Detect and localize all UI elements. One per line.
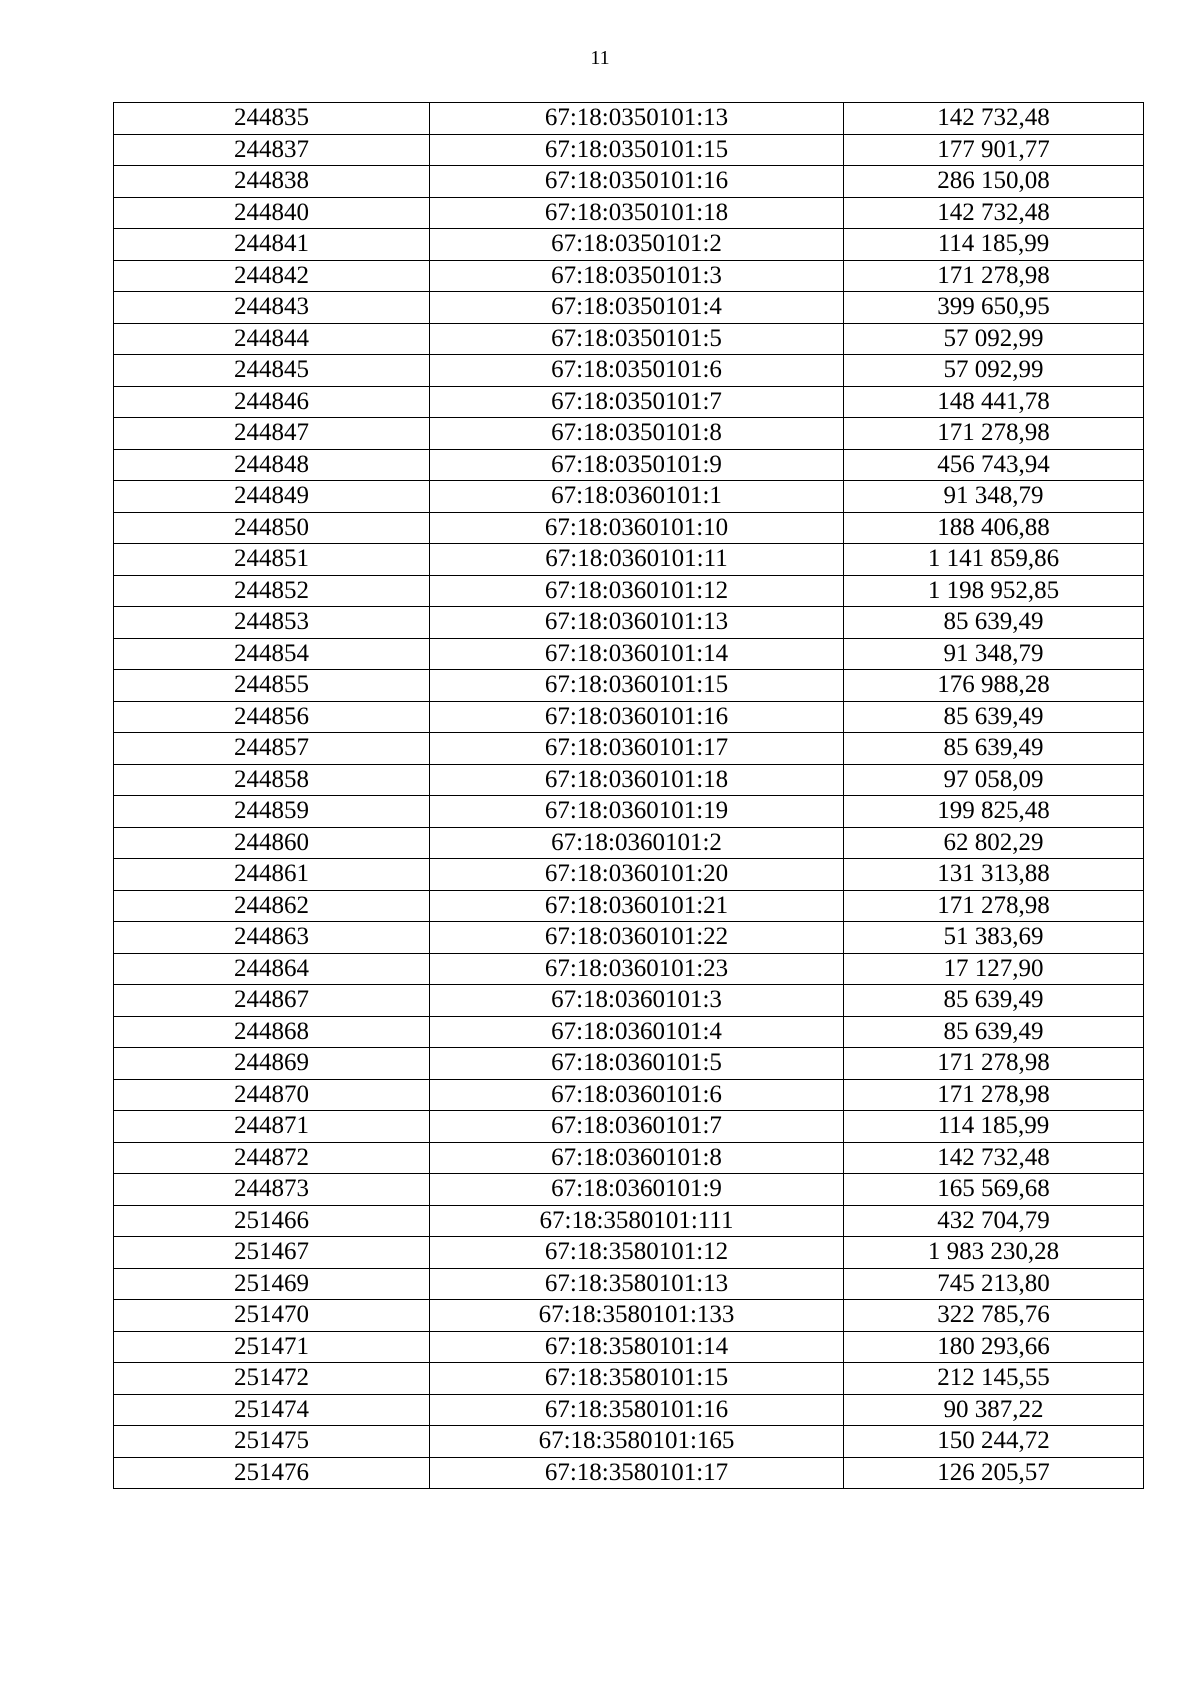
row-id-cell: 251472	[114, 1363, 430, 1395]
cadastral-number-cell: 67:18:0360101:12	[430, 575, 844, 607]
table-row	[114, 1300, 1144, 1332]
value-cell: 177 901,77	[844, 134, 1144, 166]
cadastral-number-cell: 67:18:3580101:14	[430, 1331, 844, 1363]
row-id-cell: 244842	[114, 260, 430, 292]
row-id-cell: 244873	[114, 1174, 430, 1206]
cadastral-number-cell: 67:18:0360101:22	[430, 922, 844, 954]
cadastral-number-cell: 67:18:0360101:13	[430, 607, 844, 639]
table-row	[114, 481, 1144, 513]
table-row	[114, 1331, 1144, 1363]
table-row	[114, 134, 1144, 166]
table-row	[114, 796, 1144, 828]
cadastral-number-cell: 67:18:0360101:16	[430, 701, 844, 733]
cadastral-number-cell: 67:18:3580101:16	[430, 1394, 844, 1426]
value-cell: 165 569,68	[844, 1174, 1144, 1206]
value-cell: 85 639,49	[844, 733, 1144, 765]
cadastral-number-cell: 67:18:0360101:2	[430, 827, 844, 859]
table-row	[114, 827, 1144, 859]
value-cell: 171 278,98	[844, 260, 1144, 292]
row-id-cell: 244848	[114, 449, 430, 481]
table-row	[114, 638, 1144, 670]
row-id-cell: 244843	[114, 292, 430, 324]
row-id-cell: 244872	[114, 1142, 430, 1174]
value-cell: 85 639,49	[844, 1016, 1144, 1048]
cadastral-number-cell: 67:18:0360101:17	[430, 733, 844, 765]
row-id-cell: 244852	[114, 575, 430, 607]
table-row	[114, 890, 1144, 922]
table-row	[114, 166, 1144, 198]
value-cell: 126 205,57	[844, 1457, 1144, 1489]
cadastral-number-cell: 67:18:3580101:111	[430, 1205, 844, 1237]
row-id-cell: 244851	[114, 544, 430, 576]
table-row	[114, 733, 1144, 765]
cadastral-number-cell: 67:18:0350101:6	[430, 355, 844, 387]
table-row	[114, 701, 1144, 733]
row-id-cell: 244850	[114, 512, 430, 544]
table-row	[114, 985, 1144, 1017]
row-id-cell: 251475	[114, 1426, 430, 1458]
cadastral-number-cell: 67:18:0360101:7	[430, 1111, 844, 1143]
cadastral-number-cell: 67:18:0360101:8	[430, 1142, 844, 1174]
cadastral-number-cell: 67:18:0350101:7	[430, 386, 844, 418]
data-table	[113, 102, 1144, 1489]
cadastral-number-cell: 67:18:0350101:4	[430, 292, 844, 324]
row-id-cell: 244859	[114, 796, 430, 828]
value-cell: 176 988,28	[844, 670, 1144, 702]
cadastral-number-cell: 67:18:3580101:133	[430, 1300, 844, 1332]
row-id-cell: 244871	[114, 1111, 430, 1143]
value-cell: 57 092,99	[844, 323, 1144, 355]
value-cell: 171 278,98	[844, 890, 1144, 922]
value-cell: 148 441,78	[844, 386, 1144, 418]
row-id-cell: 251467	[114, 1237, 430, 1269]
value-cell: 745 213,80	[844, 1268, 1144, 1300]
cadastral-number-cell: 67:18:0360101:6	[430, 1079, 844, 1111]
table-row	[114, 544, 1144, 576]
cadastral-number-cell: 67:18:0360101:9	[430, 1174, 844, 1206]
row-id-cell: 244860	[114, 827, 430, 859]
cadastral-number-cell: 67:18:0360101:11	[430, 544, 844, 576]
row-id-cell: 251471	[114, 1331, 430, 1363]
row-id-cell: 244869	[114, 1048, 430, 1080]
cadastral-number-cell: 67:18:0360101:19	[430, 796, 844, 828]
row-id-cell: 244844	[114, 323, 430, 355]
cadastral-number-cell: 67:18:0360101:18	[430, 764, 844, 796]
table-row	[114, 1457, 1144, 1489]
value-cell: 171 278,98	[844, 1079, 1144, 1111]
row-id-cell: 251469	[114, 1268, 430, 1300]
row-id-cell: 244864	[114, 953, 430, 985]
value-cell: 90 387,22	[844, 1394, 1144, 1426]
table-row	[114, 575, 1144, 607]
cadastral-number-cell: 67:18:0360101:1	[430, 481, 844, 513]
cadastral-number-cell: 67:18:0360101:10	[430, 512, 844, 544]
row-id-cell: 251474	[114, 1394, 430, 1426]
value-cell: 114 185,99	[844, 229, 1144, 261]
table-row	[114, 670, 1144, 702]
cadastral-number-cell: 67:18:0350101:2	[430, 229, 844, 261]
cadastral-number-cell: 67:18:3580101:13	[430, 1268, 844, 1300]
row-id-cell: 244861	[114, 859, 430, 891]
value-cell: 51 383,69	[844, 922, 1144, 954]
value-cell: 212 145,55	[844, 1363, 1144, 1395]
row-id-cell: 244854	[114, 638, 430, 670]
cadastral-number-cell: 67:18:0350101:16	[430, 166, 844, 198]
value-cell: 91 348,79	[844, 638, 1144, 670]
value-cell: 286 150,08	[844, 166, 1144, 198]
table-row	[114, 1048, 1144, 1080]
value-cell: 1 198 952,85	[844, 575, 1144, 607]
cadastral-number-cell: 67:18:3580101:17	[430, 1457, 844, 1489]
value-cell: 399 650,95	[844, 292, 1144, 324]
row-id-cell: 244845	[114, 355, 430, 387]
table-row	[114, 607, 1144, 639]
row-id-cell: 244846	[114, 386, 430, 418]
row-id-cell: 244863	[114, 922, 430, 954]
cadastral-number-cell: 67:18:0350101:5	[430, 323, 844, 355]
table-row	[114, 859, 1144, 891]
table-row	[114, 1363, 1144, 1395]
table-row	[114, 1016, 1144, 1048]
value-cell: 1 141 859,86	[844, 544, 1144, 576]
row-id-cell: 251470	[114, 1300, 430, 1332]
cadastral-number-cell: 67:18:3580101:12	[430, 1237, 844, 1269]
cadastral-number-cell: 67:18:0360101:5	[430, 1048, 844, 1080]
table-row	[114, 323, 1144, 355]
value-cell: 62 802,29	[844, 827, 1144, 859]
table-row	[114, 953, 1144, 985]
row-id-cell: 244858	[114, 764, 430, 796]
value-cell: 171 278,98	[844, 1048, 1144, 1080]
cadastral-number-cell: 67:18:0360101:20	[430, 859, 844, 891]
value-cell: 142 732,48	[844, 1142, 1144, 1174]
row-id-cell: 244868	[114, 1016, 430, 1048]
value-cell: 171 278,98	[844, 418, 1144, 450]
table-row	[114, 292, 1144, 324]
row-id-cell: 244847	[114, 418, 430, 450]
value-cell: 97 058,09	[844, 764, 1144, 796]
table-row	[114, 764, 1144, 796]
table-row	[114, 355, 1144, 387]
table-row	[114, 418, 1144, 450]
value-cell: 322 785,76	[844, 1300, 1144, 1332]
row-id-cell: 251466	[114, 1205, 430, 1237]
table-row	[114, 260, 1144, 292]
table-row	[114, 103, 1144, 135]
value-cell: 432 704,79	[844, 1205, 1144, 1237]
value-cell: 57 092,99	[844, 355, 1144, 387]
table-row	[114, 1426, 1144, 1458]
row-id-cell: 244867	[114, 985, 430, 1017]
value-cell: 85 639,49	[844, 701, 1144, 733]
table-row	[114, 1079, 1144, 1111]
value-cell: 456 743,94	[844, 449, 1144, 481]
table-row	[114, 1111, 1144, 1143]
cadastral-number-cell: 67:18:0360101:3	[430, 985, 844, 1017]
row-id-cell: 251476	[114, 1457, 430, 1489]
cadastral-number-cell: 67:18:0360101:23	[430, 953, 844, 985]
value-cell: 17 127,90	[844, 953, 1144, 985]
table-row	[114, 1205, 1144, 1237]
table-row	[114, 1174, 1144, 1206]
cadastral-number-cell: 67:18:0360101:15	[430, 670, 844, 702]
cadastral-number-cell: 67:18:0350101:13	[430, 103, 844, 135]
row-id-cell: 244841	[114, 229, 430, 261]
table-row	[114, 922, 1144, 954]
value-cell: 142 732,48	[844, 103, 1144, 135]
value-cell: 85 639,49	[844, 607, 1144, 639]
table-row	[114, 1394, 1144, 1426]
cadastral-number-cell: 67:18:0350101:18	[430, 197, 844, 229]
table-row	[114, 229, 1144, 261]
table-row	[114, 1268, 1144, 1300]
cadastral-number-cell: 67:18:0350101:3	[430, 260, 844, 292]
value-cell: 114 185,99	[844, 1111, 1144, 1143]
table-row	[114, 512, 1144, 544]
table-body	[114, 103, 1144, 1489]
value-cell: 1 983 230,28	[844, 1237, 1144, 1269]
row-id-cell: 244856	[114, 701, 430, 733]
cadastral-number-cell: 67:18:0350101:8	[430, 418, 844, 450]
row-id-cell: 244849	[114, 481, 430, 513]
table-row	[114, 1142, 1144, 1174]
cadastral-number-cell: 67:18:0350101:15	[430, 134, 844, 166]
cadastral-number-cell: 67:18:3580101:15	[430, 1363, 844, 1395]
table-row	[114, 386, 1144, 418]
row-id-cell: 244855	[114, 670, 430, 702]
value-cell: 180 293,66	[844, 1331, 1144, 1363]
table-row	[114, 1237, 1144, 1269]
value-cell: 131 313,88	[844, 859, 1144, 891]
row-id-cell: 244870	[114, 1079, 430, 1111]
value-cell: 199 825,48	[844, 796, 1144, 828]
value-cell: 142 732,48	[844, 197, 1144, 229]
cadastral-number-cell: 67:18:0360101:14	[430, 638, 844, 670]
row-id-cell: 244840	[114, 197, 430, 229]
cadastral-number-cell: 67:18:0360101:4	[430, 1016, 844, 1048]
row-id-cell: 244853	[114, 607, 430, 639]
cadastral-number-cell: 67:18:3580101:165	[430, 1426, 844, 1458]
cadastral-number-cell: 67:18:0350101:9	[430, 449, 844, 481]
value-cell: 91 348,79	[844, 481, 1144, 513]
value-cell: 150 244,72	[844, 1426, 1144, 1458]
page-number: 11	[590, 47, 610, 69]
row-id-cell: 244837	[114, 134, 430, 166]
table-row	[114, 449, 1144, 481]
row-id-cell: 244857	[114, 733, 430, 765]
table-row	[114, 197, 1144, 229]
row-id-cell: 244838	[114, 166, 430, 198]
cadastral-number-cell: 67:18:0360101:21	[430, 890, 844, 922]
value-cell: 188 406,88	[844, 512, 1144, 544]
row-id-cell: 244862	[114, 890, 430, 922]
row-id-cell: 244835	[114, 103, 430, 135]
value-cell: 85 639,49	[844, 985, 1144, 1017]
